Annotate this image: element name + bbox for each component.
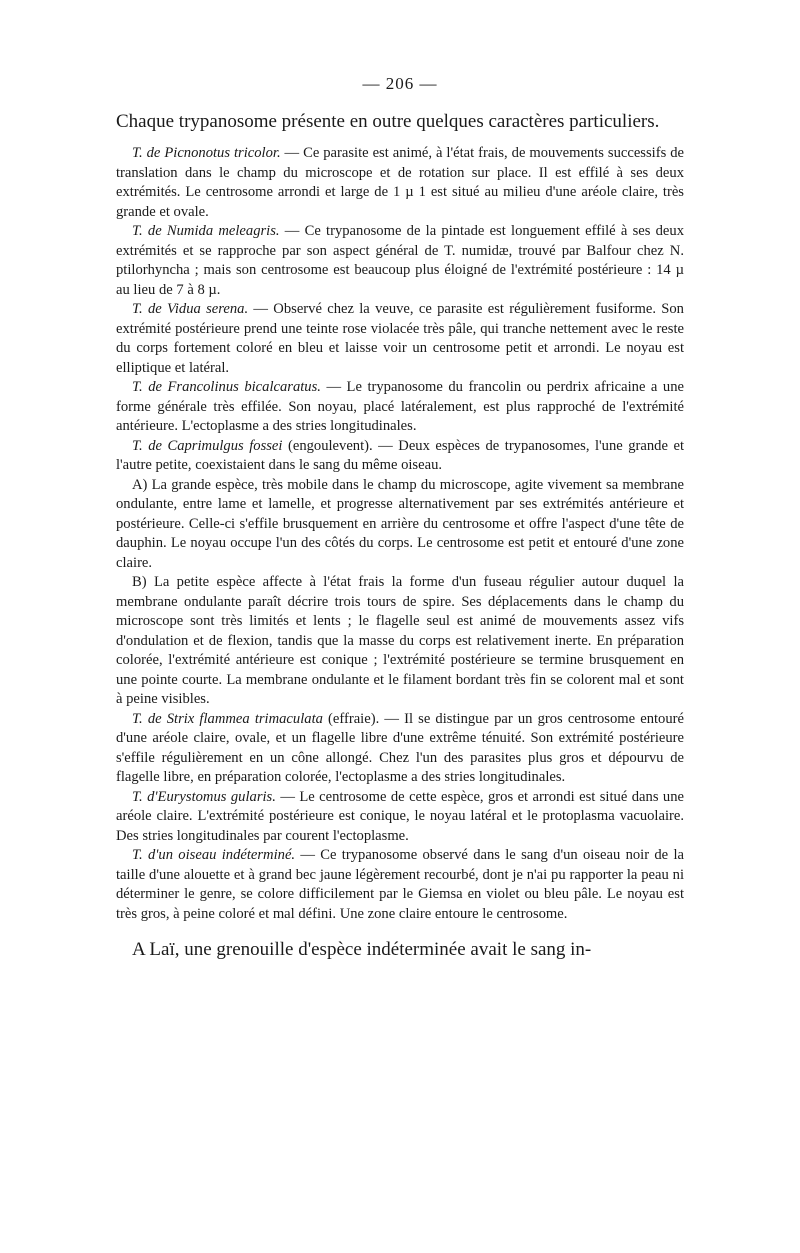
paragraph-text: — Ce trypanosome observé dans le sang d'un oiseau noir de la taille d'une alouette et à grand bec jaune légèrement recourbé, dont je n'ai pu rapporter la peau ni déterminer le genre, se colore difficilement par le Giemsa en violet ou bleu pâle. Le noyau est très gros, à peine coloré et mal défini. Une zone claire entoure le centrosome. (116, 847, 684, 922)
paragraph-caprimulgus (116, 437, 684, 476)
species-name: T. de Numida meleagris. (132, 223, 280, 239)
paragraph-numida (116, 222, 684, 300)
paragraph-eurystomus (116, 788, 684, 847)
paragraph-text: — Le trypanosome du francolin ou perdrix africaine a une forme générale très effilée. Son noyau, placé latéralement, est plus rapproché de l'extrémité antérieure. L'ectoplasme a des stries longitudinales. (116, 379, 684, 434)
paragraph-text: — Observé chez la veuve, ce parasite est régulièrement fusiforme. Son extrémité postérieure prend une teinte rose violacée très pâle, qui tranche nettement avec le reste du corps fortement coloré en bleu et laisse voir un centrosome petit et arrondi. Le noyau est elliptique et latéral. (116, 301, 684, 376)
paragraph-vidua (116, 300, 684, 378)
paragraph-picnonotus (116, 144, 684, 222)
paragraph-text: — Ce trypanosome de la pintade est longuement effilé à ses deux extrémités et se rapproche par son aspect général de T. numidæ, trouvé par Balfour chez N. ptilorhyncha ; mais son centrosome est beaucoup plus éloigné de l'extrémité postérieure : 14 µ au lieu de 7 à 8 µ. (116, 223, 685, 298)
paragraph-text: — Ce parasite est animé, à l'état frais, de mouvements successifs de translation dans le champ du microscope et de rotation sur place. Il est effilé à ses deux extrémités. Le centrosome arrondi et large de 1 µ 1 est situé au milieu d'une aréole claire, très grande et ovale. (116, 145, 684, 220)
paragraph-undetermined-bird (116, 846, 684, 924)
intro-paragraph: Chaque trypanosome présente en outre quelques caractères particuliers. (116, 111, 660, 132)
page-number: — 206 — (362, 74, 438, 93)
species-name: T. de Caprimulgus fossei (132, 437, 283, 454)
paragraph-text: La petite espèce affecte à l'état frais la forme d'un fuseau régulier autour duquel la membrane ondulante paraît décrire trois tours de spire. Ses déplacements dans le champ du microscope sont très limités et lents ; le flagelle seul est animé de mouvements assez vifs d'ondulation et de flexion, tandis que la masse du corps est relativement inerte. En préparation colorée, l'extrémité antérieure est conique ; l'extrémité postérieure se termine brusquement en une pointe courte. La membrane ondulante et le filament bordant très fin se colorent mal et sont à peine visibles. (116, 574, 684, 707)
list-letter: B) (132, 574, 147, 590)
species-name: T. d'Eurystomus gularis. (132, 788, 276, 805)
species-name: T. de Francolinus bicalcaratus. (132, 379, 321, 395)
page-body (116, 74, 684, 962)
list-letter: A) (132, 476, 148, 493)
paragraph-text: (engoulevent). — Deux espèces de trypanosomes, l'une grande et l'autre petite, coexistaient dans le sang du même oiseau. (116, 437, 685, 473)
species-name: T. de Picnonotus tricolor. (132, 145, 281, 161)
paragraph-text: La grande espèce, très mobile dans le champ du microscope, agite vivement sa membrane ondulante, entre lame et lamelle, et progresse alternativement par ses extrémités antérieure et postérieure. Celle-ci s'effile brusquement en arrière du centrosome et offre l'aspect d'une tête de dauphin. Le noyau occupe l'un des côtés du corps. Le centrosome est petit et entouré d'une zone claire. (116, 476, 684, 571)
paragraph-subspecies-b (116, 573, 684, 710)
paragraph-text: (effraie). — Il se distingue par un gros centrosome entouré d'une aréole claire, ovale, et un flagelle libre d'une extrême ténuité. Son extrémité postérieure s'effile régulièrement en un cône allongé. Chez l'un des parasites plus gros et dépourvu de flagelle libre, en préparation colorée, l'ectoplasme a des stries longitudinales. (116, 710, 684, 785)
paragraph-strix (116, 710, 684, 788)
paragraph-text: — Le centrosome de cette espèce, gros et arrondi est situé dans une aréole claire. L'extrémité postérieure est conique, le noyau latéral et le protoplasma vacuolaire. Des stries longitudinales par courent l'ectoplasme. (116, 788, 684, 844)
species-name: T. de Strix flammea trimaculata (132, 710, 323, 727)
paragraph-francolinus (116, 378, 684, 437)
closing-paragraph: A Laï, une grenouille d'espèce indéterminée avait le sang in- (132, 939, 592, 960)
species-name: T. de Vidua serena. (132, 301, 249, 317)
species-name: T. d'un oiseau indéterminé. (132, 847, 296, 863)
paragraph-subspecies-a (116, 476, 684, 574)
